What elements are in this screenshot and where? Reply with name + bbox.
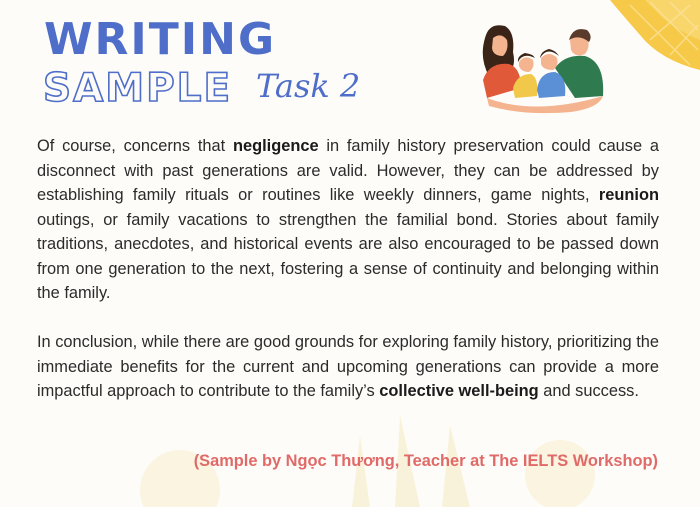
title-sample: SAMPLE bbox=[43, 66, 233, 111]
highlight-reunion: reunion bbox=[598, 186, 659, 204]
text-segment: outings, or family vacations to strengthen the familial bond. Stories about family traditions, anecdotes, and historical events are also encouraged to be passed down from one generation to the next, fostering a sense of continuity and belonging within the family. bbox=[37, 210, 659, 302]
watermark-logo-icon bbox=[120, 395, 620, 507]
family-illustration-icon bbox=[475, 18, 610, 118]
text-segment: and success. bbox=[538, 382, 639, 400]
text-segment: Of course, concerns that bbox=[37, 137, 233, 155]
title-task-label: Task 2 bbox=[256, 67, 361, 105]
highlight-negligence: negligence bbox=[232, 137, 319, 155]
text-segment: in family history preservation could cause a disconnect with past generations are valid. However, they can be addressed by establishing family rituals or routines like weekly dinners, game nights, bbox=[37, 137, 659, 204]
title-writing: WRITING bbox=[44, 14, 277, 65]
paragraph-conclusion bbox=[37, 330, 659, 404]
text-segment: In conclusion, while there are good grounds for exploring family history, prioritizing the immediate benefits for the current and upcoming generations can provide a more impactful approach to contribute to the family’s bbox=[37, 333, 659, 400]
paragraph-body bbox=[37, 134, 659, 306]
highlight-collective-well-being: collective well-being bbox=[379, 382, 539, 400]
sample-attribution: (Sample by Ngọc Thương, Teacher at The IELTS Workshop) bbox=[193, 452, 658, 470]
